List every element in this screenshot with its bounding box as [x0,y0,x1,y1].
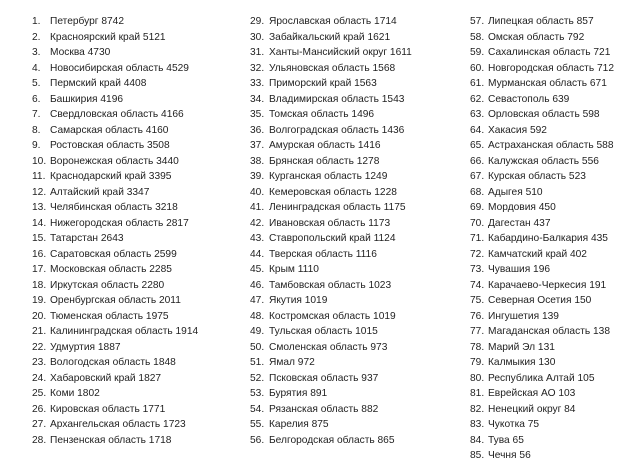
list-item [32,154,242,170]
list-item-number: 46. [250,279,265,291]
list-item-number: 68. [470,186,485,198]
list-item [32,107,242,123]
list-item [32,324,242,340]
list-item-text: Мурманская область 671 [488,78,607,89]
list-item [470,216,640,232]
list-item-number: 40. [250,186,265,198]
list-item-text: Амурская область 1416 [269,140,381,151]
list-item-number: 65. [470,140,485,151]
list-item [470,185,640,201]
list-item-number: 20. [32,310,47,322]
list-item [250,231,462,247]
list-item-number: 49. [250,326,265,337]
list-item-number: 83. [470,419,485,430]
list-item [32,402,242,418]
list-item-number: 37. [250,140,265,151]
list-item-number: 43. [250,233,265,244]
list-item-text: Тверская область 1116 [269,248,377,260]
list-column-3 [470,14,640,464]
list-item-text: Свердловская область 4166 [50,109,184,120]
list-item-number: 50. [250,341,265,353]
list-item-text: Астраханская область 588 [488,140,614,151]
list-item-text: Чувашия 196 [488,264,551,275]
list-item [32,14,242,30]
list-item [32,138,242,154]
list-item-text: Тульская область 1015 [269,326,378,337]
list-item [32,417,242,433]
list-item-number: 56. [250,434,265,446]
list-item [32,293,242,309]
list-item-text: Смоленская область 973 [269,341,388,353]
list-item-text: Еврейская АО 103 [488,388,576,399]
list-item-number: 31. [250,47,265,58]
list-item-number: 82. [470,403,485,415]
list-item [250,107,462,123]
list-item-text: Чечня 56 [488,450,531,461]
list-item-text: Забайкальский край 1621 [269,31,391,43]
list-item [32,247,242,263]
list-item-number: 13. [32,202,47,213]
list-item-number: 4. [32,62,41,74]
list-item-text: Хакасия 592 [488,124,547,136]
list-item [32,76,242,92]
list-item-number: 47. [250,295,265,306]
list-item-text: Ивановская область 1173 [269,217,391,229]
list-item-number: 36. [250,124,265,136]
list-item-text: Ярославская область 1714 [269,16,397,27]
list-item [250,309,462,325]
list-item-text: Ханты-Мансийский округ 1611 [269,47,412,58]
list-item-text: Петербург 8742 [50,16,124,27]
list-item-text: Удмуртия 1887 [50,341,121,353]
list-item-number: 79. [470,357,485,368]
list-item [470,262,640,278]
list-item [250,340,462,356]
list-item-text: Иркутская область 2280 [50,279,165,291]
list-item [250,154,462,170]
list-item-number: 11. [32,171,46,182]
list-item [470,30,640,46]
list-item-number: 5. [32,78,41,89]
list-item [32,262,242,278]
list-item-text: Рязанская область 882 [269,403,379,415]
list-item-number: 55. [250,419,265,430]
list-item-text: Москва 4730 [50,47,111,58]
list-item [32,231,242,247]
list-item-number: 60. [470,62,485,74]
list-item-text: Калмыкия 130 [488,357,556,368]
list-item-text: Белгородская область 865 [269,434,395,446]
list-item [32,355,242,371]
list-item-text: Сахалинская область 721 [488,47,611,58]
list-item-text: Вологодская область 1848 [50,357,176,368]
list-item-number: 10. [32,155,47,167]
list-item-number: 64. [470,124,485,136]
list-item-number: 78. [470,341,485,353]
list-item-number: 23. [32,357,47,368]
list-item-text: Татарстан 2643 [50,233,124,244]
list-item-text: Брянская область 1278 [269,155,380,167]
list-item [470,402,640,418]
list-item-number: 17. [32,264,47,275]
list-item-text: Пензенская область 1718 [50,434,172,446]
list-item [250,247,462,263]
list-item-text: Курская область 523 [488,171,586,182]
list-item-number: 62. [470,93,485,105]
list-item [470,45,640,61]
list-item [470,231,640,247]
list-item [470,14,640,30]
list-item-text: Крым 1110 [269,264,319,275]
list-item-number: 33. [250,78,265,89]
list-item [470,138,640,154]
list-item [250,402,462,418]
list-item-text: Северная Осетия 150 [488,295,592,306]
list-item [32,30,242,46]
list-item-text: Ингушетия 139 [488,310,559,322]
list-item-number: 2. [32,31,41,43]
list-item-text: Псковская область 937 [269,372,379,384]
list-item [470,448,640,464]
list-item [250,433,462,449]
list-item [250,355,462,371]
list-item-number: 72. [470,248,485,260]
list-item [470,107,640,123]
list-item-number: 81. [470,388,485,399]
list-item [470,92,640,108]
list-item-number: 29. [250,16,265,27]
list-item [470,371,640,387]
list-item [470,123,640,139]
list-item-text: Новосибирская область 4529 [50,62,189,74]
list-item [470,154,640,170]
list-item-number: 26. [32,403,47,415]
list-item-number: 35. [250,109,265,120]
list-item-number: 75. [470,295,485,306]
list-item-text: Самарская область 4160 [50,124,169,136]
list-item-text: Калужская область 556 [488,155,599,167]
list-item-text: Саратовская область 2599 [50,248,177,260]
list-item-number: 21. [32,326,47,337]
list-item [32,92,242,108]
list-item [32,185,242,201]
list-item-text: Новгородская область 712 [488,62,614,74]
list-item-number: 15. [32,233,47,244]
list-item [250,200,462,216]
list-item-text: Челябинская область 3218 [50,202,178,213]
list-item [470,309,640,325]
list-item-text: Камчатский край 402 [488,248,587,260]
list-item-number: 59. [470,47,485,58]
list-column-2 [250,14,462,448]
list-item-text: Калининградская область 1914 [50,326,199,337]
list-item-text: Московская область 2285 [50,264,172,275]
list-item-text: Ставропольский край 1124 [269,233,396,244]
list-item-number: 19. [32,295,47,306]
list-item-text: Магаданская область 138 [488,326,610,337]
list-item-number: 77. [470,326,485,337]
list-item [32,386,242,402]
list-item-number: 25. [32,388,47,399]
list-item [32,340,242,356]
list-item [470,76,640,92]
list-item-number: 42. [250,217,265,229]
list-item-text: Волгоградская область 1436 [269,124,405,136]
list-item-text: Республика Алтай 105 [488,372,595,384]
list-item-number: 39. [250,171,265,182]
list-item [250,45,462,61]
list-item-number: 57. [470,16,485,27]
list-item-text: Карачаево-Черкесия 191 [488,279,607,291]
list-item-text: Краснодарский край 3395 [50,171,172,182]
list-item-number: 84. [470,434,485,446]
list-item-number: 3. [32,47,41,58]
list-item-text: Кировская область 1771 [50,403,166,415]
list-item-text: Ульяновская область 1568 [269,62,396,74]
list-item-text: Башкирия 4196 [50,93,124,105]
list-item-number: 45. [250,264,265,275]
list-item [250,386,462,402]
list-item-text: Нижегородская область 2817 [50,217,189,229]
list-item-number: 52. [250,372,265,384]
list-item [32,123,242,139]
list-item-text: Ненецкий округ 84 [488,403,576,415]
list-item [250,76,462,92]
list-item [32,169,242,185]
list-item-text: Кемеровская область 1228 [269,186,397,198]
list-item-text: Томская область 1496 [269,109,375,120]
list-item [250,293,462,309]
list-item [250,138,462,154]
list-item [470,293,640,309]
list-item [250,185,462,201]
list-item-number: 66. [470,155,485,167]
list-item [250,417,462,433]
list-item-number: 51. [250,357,265,368]
list-item [250,30,462,46]
list-item-text: Курганская область 1249 [269,171,388,182]
list-item [250,216,462,232]
list-item-text: Пермский край 4408 [50,78,147,89]
list-item-number: 9. [32,140,41,151]
list-item-number: 38. [250,155,265,167]
list-item-number: 14. [32,217,47,229]
list-item-text: Кабардино-Балкария 435 [488,233,608,244]
list-item-number: 61. [470,78,485,89]
list-item [250,123,462,139]
list-item-text: Орловская область 598 [488,109,600,120]
list-item-number: 76. [470,310,485,322]
list-item-text: Дагестан 437 [488,217,551,229]
list-item-number: 24. [32,372,47,384]
list-item-number: 67. [470,171,485,182]
list-item-text: Бурятия 891 [269,388,328,399]
list-item-text: Костромская область 1019 [269,310,396,322]
list-item-number: 7. [32,109,41,120]
list-item-text: Архангельская область 1723 [50,419,186,430]
list-item [250,61,462,77]
list-item [470,247,640,263]
list-item [32,371,242,387]
list-item-number: 71. [470,233,485,244]
list-item-text: Ленинградская область 1175 [269,202,406,213]
list-item [32,45,242,61]
list-item [250,92,462,108]
list-item-text: Карелия 875 [269,419,329,430]
list-item-number: 48. [250,310,265,322]
list-item-number: 63. [470,109,485,120]
list-item-text: Тува 65 [488,434,524,446]
list-item-text: Чукотка 75 [488,419,540,430]
list-item-text: Алтайский край 3347 [50,186,150,198]
list-item [470,433,640,449]
list-item-number: 28. [32,434,47,446]
list-item-number: 54. [250,403,265,415]
list-item-text: Красноярский край 5121 [50,31,166,43]
list-item [470,417,640,433]
list-item-text: Липецкая область 857 [488,16,594,27]
list-item-text: Хабаровский край 1827 [50,372,162,384]
list-item-number: 80. [470,372,485,384]
list-item-number: 73. [470,264,485,275]
list-item-number: 70. [470,217,485,229]
list-item-number: 34. [250,93,265,105]
list-item-text: Воронежская область 3440 [50,155,179,167]
list-item [470,61,640,77]
list-item-text: Мордовия 450 [488,202,556,213]
list-item-number: 58. [470,31,485,43]
list-item-number: 32. [250,62,265,74]
list-item-text: Владимирская область 1543 [269,93,405,105]
list-item [250,14,462,30]
list-item [32,309,242,325]
list-item-text: Ростовская область 3508 [50,140,170,151]
list-item-number: 8. [32,124,41,136]
list-item-number: 53. [250,388,265,399]
list-item-text: Севастополь 639 [488,93,570,105]
list-item-text: Оренбургская область 2011 [50,295,181,306]
list-item-text: Ямал 972 [269,357,315,368]
list-item [470,340,640,356]
list-item [250,278,462,294]
list-column-1 [32,14,242,448]
list-item [470,169,640,185]
list-item-text: Марий Эл 131 [488,341,555,353]
list-item [32,200,242,216]
list-item-text: Омская область 792 [488,31,585,43]
list-item-text: Приморский край 1563 [269,78,377,89]
list-item [250,371,462,387]
list-item-number: 74. [470,279,485,291]
list-item-text: Коми 1802 [50,388,100,399]
list-item-text: Тамбовская область 1023 [269,279,392,291]
list-item [32,216,242,232]
list-item [470,324,640,340]
list-item-number: 27. [32,419,47,430]
list-item-number: 69. [470,202,485,213]
list-item [470,386,640,402]
list-item-number: 85. [470,450,485,461]
list-item [250,169,462,185]
list-item-number: 22. [32,341,47,353]
list-item [250,324,462,340]
list-item-number: 41. [250,202,265,213]
list-item [250,262,462,278]
list-item [470,200,640,216]
list-item-text: Адыгея 510 [488,186,543,198]
list-item [470,278,640,294]
list-item [32,433,242,449]
list-item-number: 30. [250,31,265,43]
list-item [32,61,242,77]
list-item-number: 16. [32,248,47,260]
list-item [470,355,640,371]
list-item-text: Якутия 1019 [269,295,328,306]
list-item-number: 6. [32,93,41,105]
list-item-number: 1. [32,16,41,27]
list-item-number: 12. [32,186,47,198]
list-item-text: Тюменская область 1975 [50,310,169,322]
list-item-number: 44. [250,248,265,260]
list-item-number: 18. [32,279,47,291]
list-item [32,278,242,294]
